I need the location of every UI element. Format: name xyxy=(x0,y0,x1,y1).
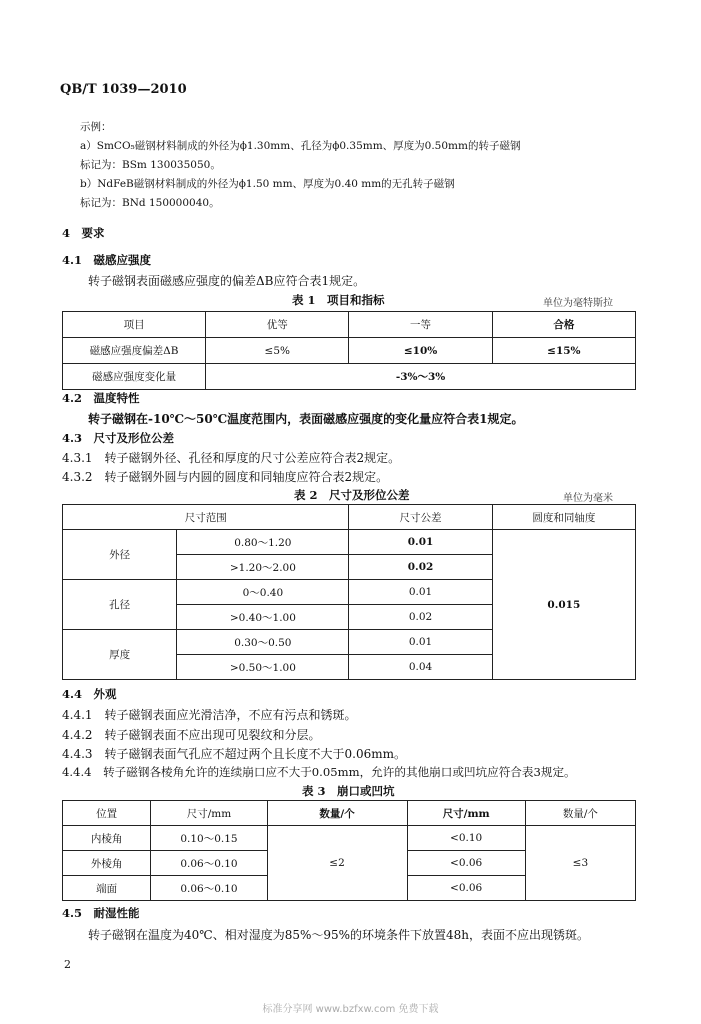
table-cell: 0.01 xyxy=(349,530,492,555)
table-cell: ≤2 xyxy=(267,826,407,901)
table-header-cell: 优等 xyxy=(206,312,349,338)
table-cell: -3%～3% xyxy=(206,364,636,390)
table-cell: 0.015 xyxy=(492,530,635,680)
table-header-cell: 位置 xyxy=(63,801,151,826)
table-cell: 内棱角 xyxy=(63,826,151,851)
table-cell: 孔径 xyxy=(63,580,177,630)
table-cell: 0.01 xyxy=(349,630,492,655)
table-2-unit: 单位为毫米 xyxy=(563,493,613,504)
table-cell: 磁感应强度变化量 xyxy=(63,364,206,390)
table-cell: 0.01 xyxy=(349,580,492,605)
table-cell: <0.06 xyxy=(407,851,525,876)
table-row xyxy=(63,530,636,555)
table-header-cell: 尺寸范围 xyxy=(63,505,349,530)
section-4-2-text: 转子磁钢在-10℃～50℃温度范围内，表面磁感应强度的变化量应符合表1规定。 xyxy=(88,412,524,426)
table-cell: <0.10 xyxy=(407,826,525,851)
table-cell: 0.06～0.10 xyxy=(151,876,267,901)
table-header-cell: 一等 xyxy=(349,312,492,338)
table-cell: 外棱角 xyxy=(63,851,151,876)
table-header-cell: 数量/个 xyxy=(267,801,407,826)
table-cell: 0.06～0.10 xyxy=(151,851,267,876)
page-number: 2 xyxy=(64,958,71,971)
example-label: 示例： xyxy=(80,121,112,133)
footer-watermark: 标准分享网 www.bzfxw.com 免费下载 xyxy=(262,1004,439,1015)
section-4-1-heading: 4.1 磁感应强度 xyxy=(62,253,152,267)
example-b: b）NdFeB磁钢材料制成的外径为ϕ1.50 mm、厚度为0.40 mm的无孔转子磁钢 xyxy=(80,178,455,190)
table-row xyxy=(63,801,636,826)
example-a-mark: 标记为：BSm 130035050。 xyxy=(80,159,221,171)
section-4-heading: 4 要求 xyxy=(62,226,105,240)
example-a: a）SmCO₅磁钢材料制成的外径为ϕ1.30mm、孔径为ϕ0.35mm、厚度为0.50mm的转子磁钢 xyxy=(80,140,521,152)
table-cell: 磁感应强度偏差ΔB xyxy=(63,338,206,364)
table-cell: ≤3 xyxy=(525,826,635,901)
section-4-4-1: 4.4.1 转子磁钢表面应光滑洁净，不应有污点和锈斑。 xyxy=(62,708,357,722)
table-header-cell: 尺寸/mm xyxy=(151,801,267,826)
table-row xyxy=(63,364,636,390)
section-4-3-2: 4.3.2 转子磁钢外圆与内圆的圆度和同轴度应符合表2规定。 xyxy=(62,470,389,484)
table-header-cell: 项目 xyxy=(63,312,206,338)
table-cell: 0～0.40 xyxy=(177,580,349,605)
table-header-cell: 尺寸公差 xyxy=(349,505,492,530)
table-1-unit: 单位为毫特斯拉 xyxy=(543,298,613,309)
table-2 xyxy=(62,504,636,680)
section-4-4-2: 4.4.2 转子磁钢表面不应出现可见裂纹和分层。 xyxy=(62,728,321,742)
section-4-4-heading: 4.4 外观 xyxy=(62,687,117,701)
table-row xyxy=(63,338,636,364)
table-cell: 0.02 xyxy=(349,605,492,630)
section-4-4-4: 4.4.4 转子磁钢各棱角允许的连续崩口应不大于0.05mm，允许的其他崩口或凹坑应符合表3规定。 xyxy=(62,765,576,779)
table-cell: ≤15% xyxy=(492,338,635,364)
table-header-cell: 数量/个 xyxy=(525,801,635,826)
table-cell: 0.80～1.20 xyxy=(177,530,349,555)
example-b-mark: 标记为：BNd 150000040。 xyxy=(80,197,220,209)
section-4-3-1: 4.3.1 转子磁钢外径、孔径和厚度的尺寸公差应符合表2规定。 xyxy=(62,451,401,465)
section-4-5-heading: 4.5 耐湿性能 xyxy=(62,906,140,920)
section-4-3-heading: 4.3 尺寸及形位公差 xyxy=(62,431,175,445)
section-4-1-text: 转子磁钢表面磁感应强度的偏差ΔB应符合表1规定。 xyxy=(88,274,366,288)
section-4-5-text: 转子磁钢在温度为40℃、相对湿度为85%～95%的环境条件下放置48h，表面不应出现锈斑。 xyxy=(88,928,590,942)
table-1 xyxy=(62,311,636,390)
section-4-2-heading: 4.2 温度特性 xyxy=(62,391,140,405)
table-row xyxy=(63,312,636,338)
table-row xyxy=(63,826,636,851)
table-cell: >0.50～1.00 xyxy=(177,655,349,680)
table-row xyxy=(63,505,636,530)
table-header-cell: 合格 xyxy=(492,312,635,338)
table-1-caption: 表 1 项目和指标 xyxy=(292,293,385,307)
table-cell: 0.30～0.50 xyxy=(177,630,349,655)
table-cell: ≤5% xyxy=(206,338,349,364)
section-4-4-3: 4.4.3 转子磁钢表面气孔应不超过两个且长度不大于0.06mm。 xyxy=(62,747,407,761)
table-3-caption: 表 3 崩口或凹坑 xyxy=(302,784,395,798)
table-cell: ≤10% xyxy=(349,338,492,364)
table-cell: 厚度 xyxy=(63,630,177,680)
table-2-caption: 表 2 尺寸及形位公差 xyxy=(294,488,410,502)
table-header-cell: 尺寸/mm xyxy=(407,801,525,826)
table-cell: >1.20～2.00 xyxy=(177,555,349,580)
table-cell: <0.06 xyxy=(407,876,525,901)
table-cell: 端面 xyxy=(63,876,151,901)
table-header-cell: 圆度和同轴度 xyxy=(492,505,635,530)
table-3 xyxy=(62,800,636,901)
table-cell: 0.10～0.15 xyxy=(151,826,267,851)
table-cell: 外径 xyxy=(63,530,177,580)
table-cell: 0.04 xyxy=(349,655,492,680)
table-cell: 0.02 xyxy=(349,555,492,580)
table-cell: >0.40～1.00 xyxy=(177,605,349,630)
document-code: QB/T 1039—2010 xyxy=(60,82,187,97)
